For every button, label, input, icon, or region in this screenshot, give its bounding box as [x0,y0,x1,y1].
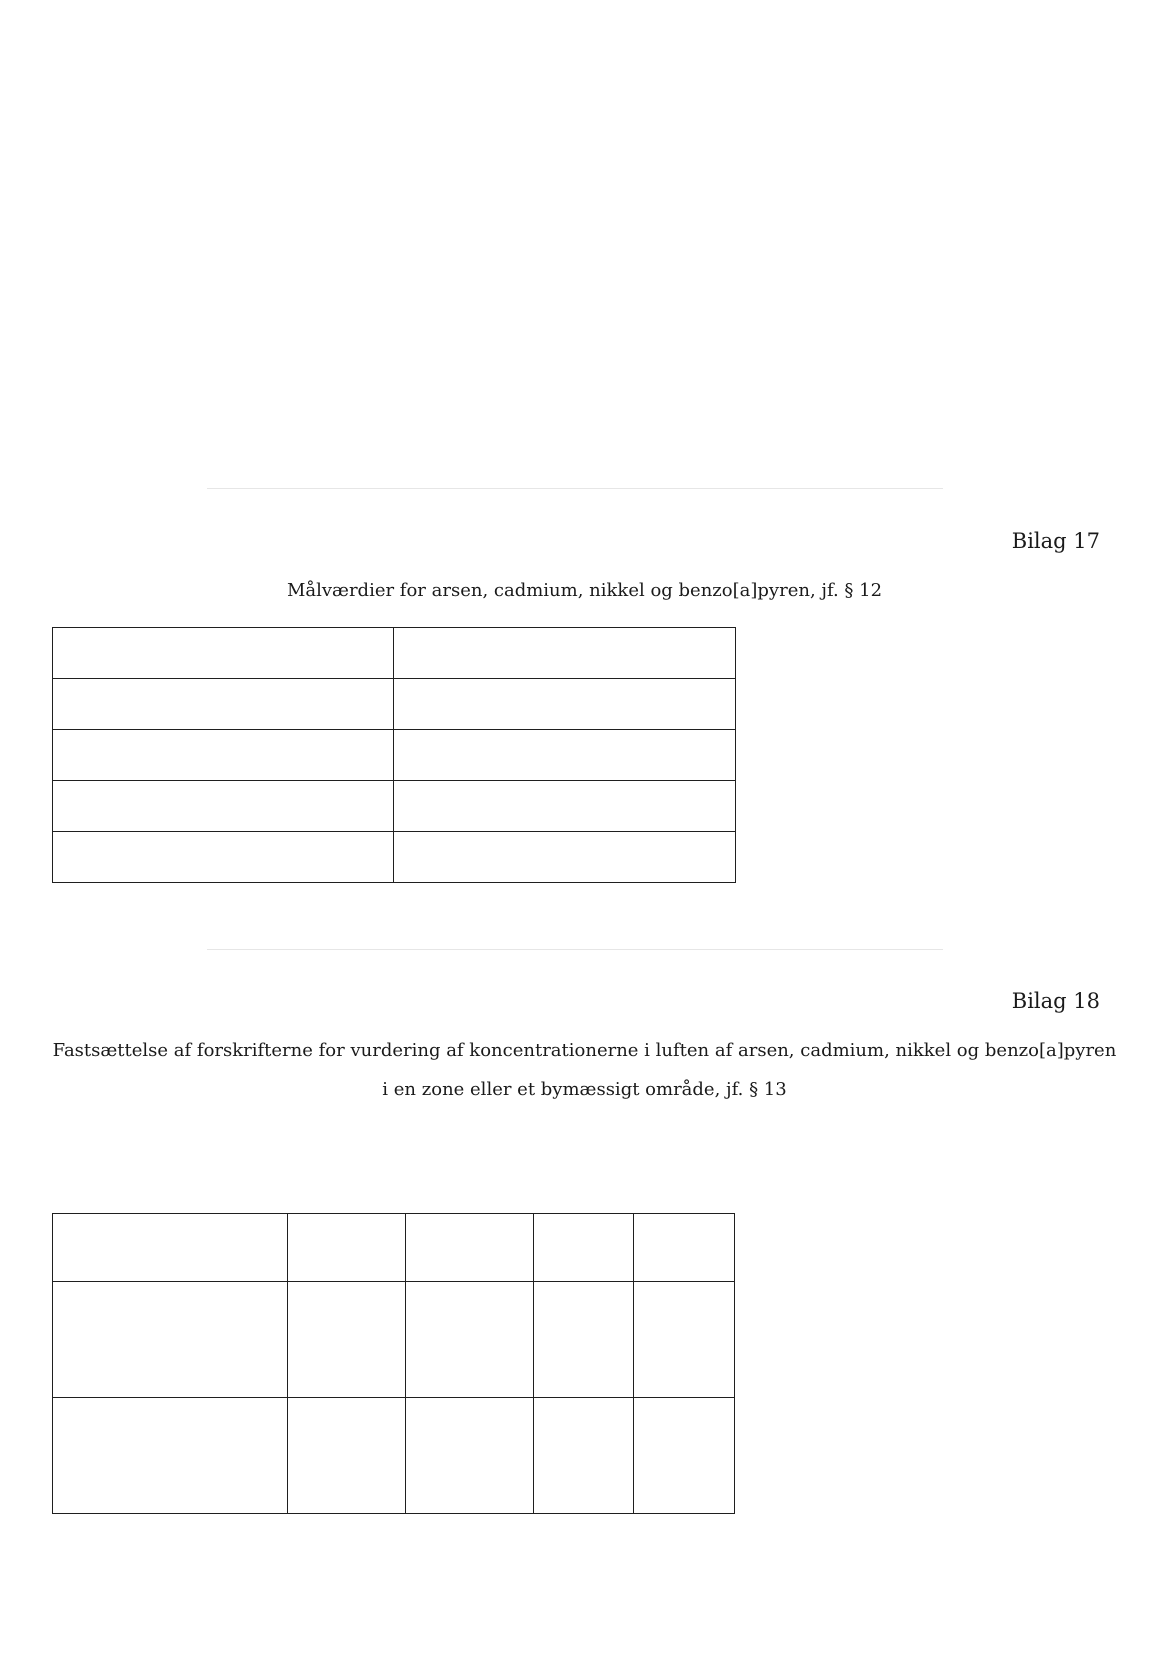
table-row [53,832,736,883]
table-cell [394,832,736,883]
bilag-17-heading: Bilag 17 [1011,529,1100,553]
table-row [53,679,736,730]
table-cell [394,679,736,730]
table-cell [53,1214,288,1282]
table-cell [534,1398,634,1514]
table-cell [53,730,394,781]
table-cell [634,1214,735,1282]
table-cell [288,1398,406,1514]
bilag-18-heading: Bilag 18 [1011,989,1100,1013]
table-row [53,1214,735,1282]
table-cell [406,1214,534,1282]
table-row [53,1282,735,1398]
table-cell [288,1282,406,1398]
table-cell [394,730,736,781]
bilag-18-title: Fastsættelse af forskrifterne for vurdering af koncentrationerne i luften af arsen, cadmium, nikkel og benzo[a]pyren i en zone eller et bymæssigt område, jf. § 13 [52,1040,1117,1100]
table-cell [288,1214,406,1282]
bilag-17-title: Målværdier for arsen, cadmium, nikkel og benzo[a]pyren, jf. § 12 [286,580,883,601]
table-row [53,1398,735,1514]
table-cell [53,1398,288,1514]
table-cell [406,1398,534,1514]
bilag-18-table [52,1213,735,1514]
bilag-17-table [52,627,736,883]
table-cell [53,679,394,730]
table-cell [53,832,394,883]
table-cell [634,1282,735,1398]
table-cell [634,1398,735,1514]
table-cell [53,781,394,832]
table-cell [534,1282,634,1398]
table-row [53,628,736,679]
table-row [53,781,736,832]
table-cell [394,781,736,832]
table-cell [394,628,736,679]
table-cell [53,628,394,679]
divider-middle [207,949,943,950]
divider-top [207,488,943,489]
table-cell [53,1282,288,1398]
table-cell [406,1282,534,1398]
table-cell [534,1214,634,1282]
table-row [53,730,736,781]
